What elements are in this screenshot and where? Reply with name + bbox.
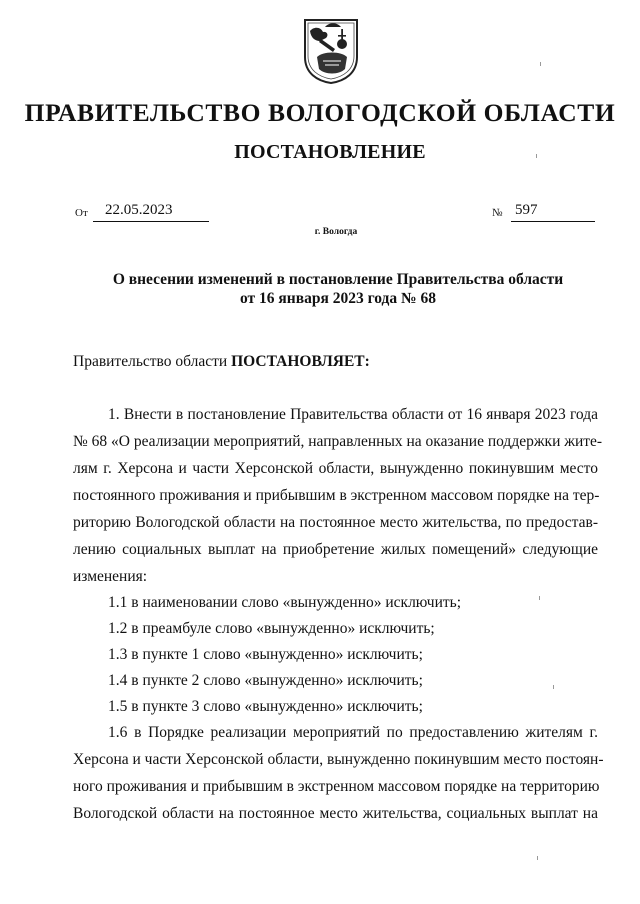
date-label: От	[75, 207, 88, 219]
paragraph-line: 1. Внести в постановление Правительства области от 16 января 2023 года	[108, 406, 598, 423]
organization-name: ПРАВИТЕЛЬСТВО ВОЛОГОДСКОЙ ОБЛАСТИ	[24, 98, 616, 127]
scan-speck	[540, 62, 541, 66]
scan-speck	[537, 856, 538, 860]
number-label: №	[492, 207, 503, 219]
document-title	[60, 270, 616, 308]
scan-speck	[536, 154, 537, 158]
document-title-line: от 16 января 2023 года № 68	[240, 290, 436, 307]
preamble-emphasis: ПОСТАНОВЛЯЕТ:	[231, 353, 370, 370]
list-item: 1.1 в наименовании слово «вынужденно» исключить;	[108, 594, 462, 611]
scan-speck	[553, 685, 554, 689]
preamble-text: Правительство области	[73, 353, 232, 370]
vologda-coat-of-arms-icon	[301, 17, 361, 85]
paragraph-line: ного проживания и прибывшим в экстренном массовом порядке на территорию	[73, 778, 600, 795]
date-value: 22.05.2023	[93, 202, 209, 222]
number-value: 597	[511, 202, 595, 222]
paragraph-line: постоянного проживания и прибывшим в экстренном массовом порядке на тер-	[73, 487, 600, 504]
paragraph-line: лению социальных выплат на приобретение жилых помещений» следующие	[73, 541, 598, 558]
city-label: г. Вологда	[314, 227, 358, 237]
paragraph-line: Вологодской области на постоянное место жительства, социальных выплат на	[73, 805, 598, 822]
list-item: 1.5 в пункте 3 слово «вынужденно» исключить;	[108, 698, 423, 715]
paragraph-line: № 68 «О реализации мероприятий, направленных на оказание поддержки жите-	[73, 433, 603, 450]
paragraph-line: риторию Вологодской области на постоянное место жительства, по предостав-	[73, 514, 598, 531]
paragraph-line: лям г. Херсона и части Херсонской области, вынужденно покинувшим место	[73, 460, 598, 477]
preamble	[73, 353, 370, 371]
paragraph-line: изменения:	[73, 568, 148, 585]
list-item: 1.2 в преамбуле слово «вынужденно» исключить;	[108, 620, 435, 637]
paragraph-line: 1.6 в Порядке реализации мероприятий по предоставлению жителям г.	[108, 724, 598, 741]
paragraph-line: Херсона и части Херсонской области, вынужденно покинувшим место постоян-	[73, 751, 604, 768]
list-item: 1.3 в пункте 1 слово «вынужденно» исключить;	[108, 646, 423, 663]
document-type: ПОСТАНОВЛЕНИЕ	[234, 141, 426, 163]
list-item: 1.4 в пункте 2 слово «вынужденно» исключить;	[108, 672, 423, 689]
document-title-line: О внесении изменений в постановление Правительства области	[112, 271, 564, 288]
scan-speck	[539, 596, 540, 600]
